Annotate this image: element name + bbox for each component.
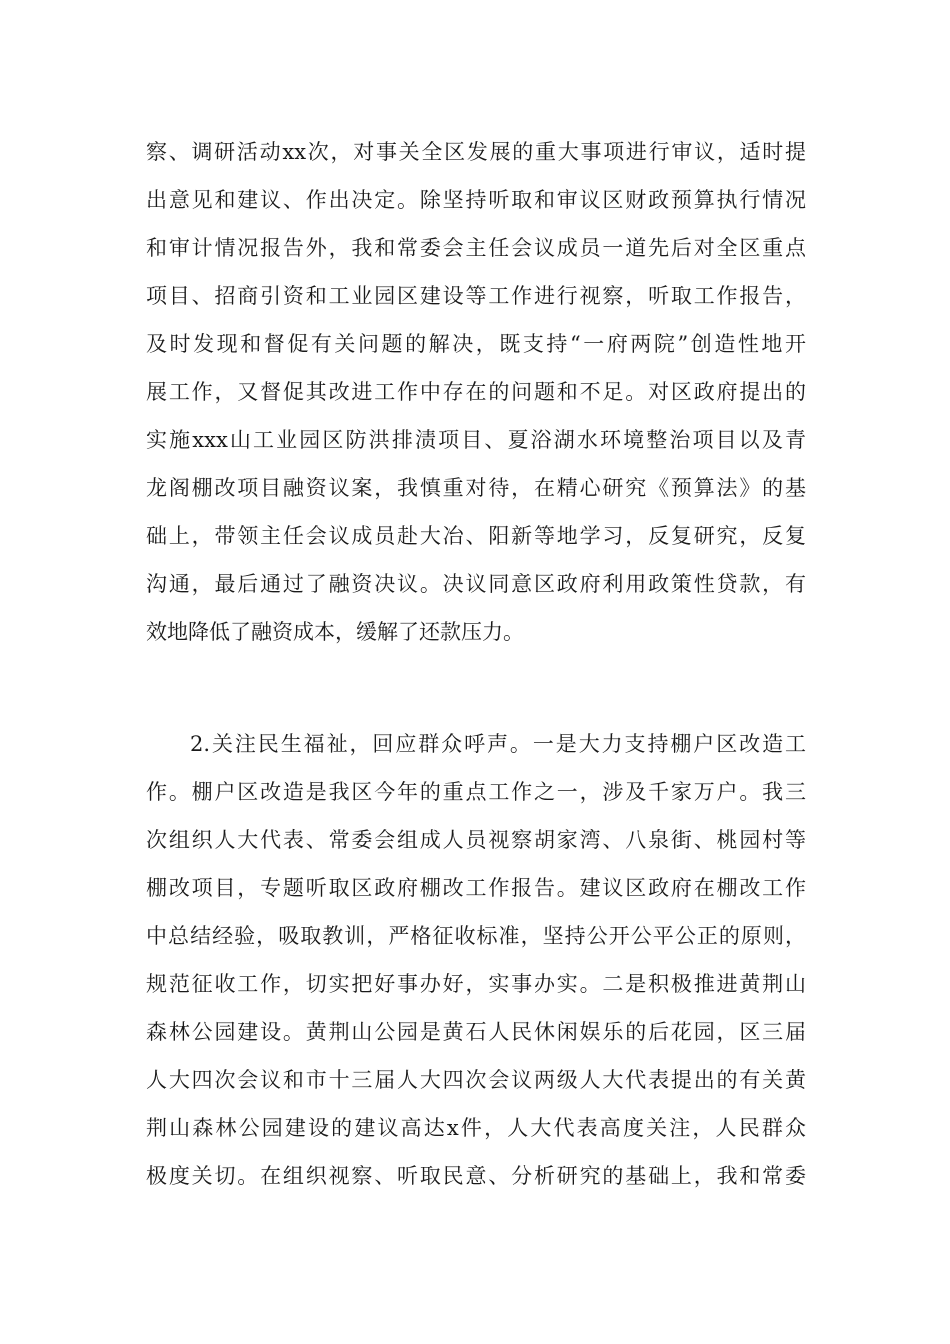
text-line: 项目、招商引资和工业园区建设等工作进行视察，听取工作报告， [146, 284, 806, 308]
text-line: 出意见和建议、作出决定。除坚持听取和审议区财政预算执行情况 [146, 188, 806, 212]
text-line: 极度关切。在组织视察、听取民意、分析研究的基础上，我和常委 [146, 1164, 806, 1188]
text-line: 础上，带领主任会议成员赴大冶、阳新等地学习，反复研究，反复 [146, 524, 806, 548]
text-line: 棚改项目，专题听取区政府棚改工作报告。建议区政府在棚改工作 [146, 876, 806, 900]
text-line: 沟通，最后通过了融资决议。决议同意区政府利用政策性贷款，有 [146, 572, 806, 596]
text-line: 森林公园建设。黄荆山公园是黄石人民休闲娱乐的后花园，区三届 [146, 1020, 806, 1044]
text-line: 中总结经验，吸取教训，严格征收标准，坚持公开公平公正的原则， [146, 924, 806, 948]
text-line: 次组织人大代表、常委会组成人员视察胡家湾、八泉街、桃园村等 [146, 828, 806, 852]
text-line: 荆山森林公园建设的建议高达x件，人大代表高度关注，人民群众 [146, 1116, 806, 1140]
text-line: 及时发现和督促有关问题的解决，既支持“一府两院”创造性地开 [146, 332, 806, 356]
text-line: 人大四次会议和市十三届人大四次会议两级人大代表提出的有关黄 [146, 1068, 806, 1092]
text-line: 规范征收工作，切实把好事办好，实事办实。二是积极推进黄荆山 [146, 972, 806, 996]
text-line: 和审计情况报告外，我和常委会主任会议成员一道先后对全区重点 [146, 236, 806, 260]
text-line: 展工作，又督促其改进工作中存在的问题和不足。对区政府提出的 [146, 380, 806, 404]
text-line: 察、调研活动xx次，对事关全区发展的重大事项进行审议，适时提 [146, 140, 806, 164]
text-line: 龙阁棚改项目融资议案，我慎重对待，在精心研究《预算法》的基 [146, 476, 806, 500]
text-line: 效地降低了融资成本，缓解了还款压力。 [146, 620, 524, 644]
text-line: 2.关注民生福祉，回应群众呼声。一是大力支持棚户区改造工 [190, 732, 806, 756]
text-line: 实施xxx山工业园区防洪排渍项目、夏浴湖水环境整治项目以及青 [146, 428, 806, 452]
text-line: 作。棚户区改造是我区今年的重点工作之一，涉及千家万户。我三 [146, 780, 806, 804]
